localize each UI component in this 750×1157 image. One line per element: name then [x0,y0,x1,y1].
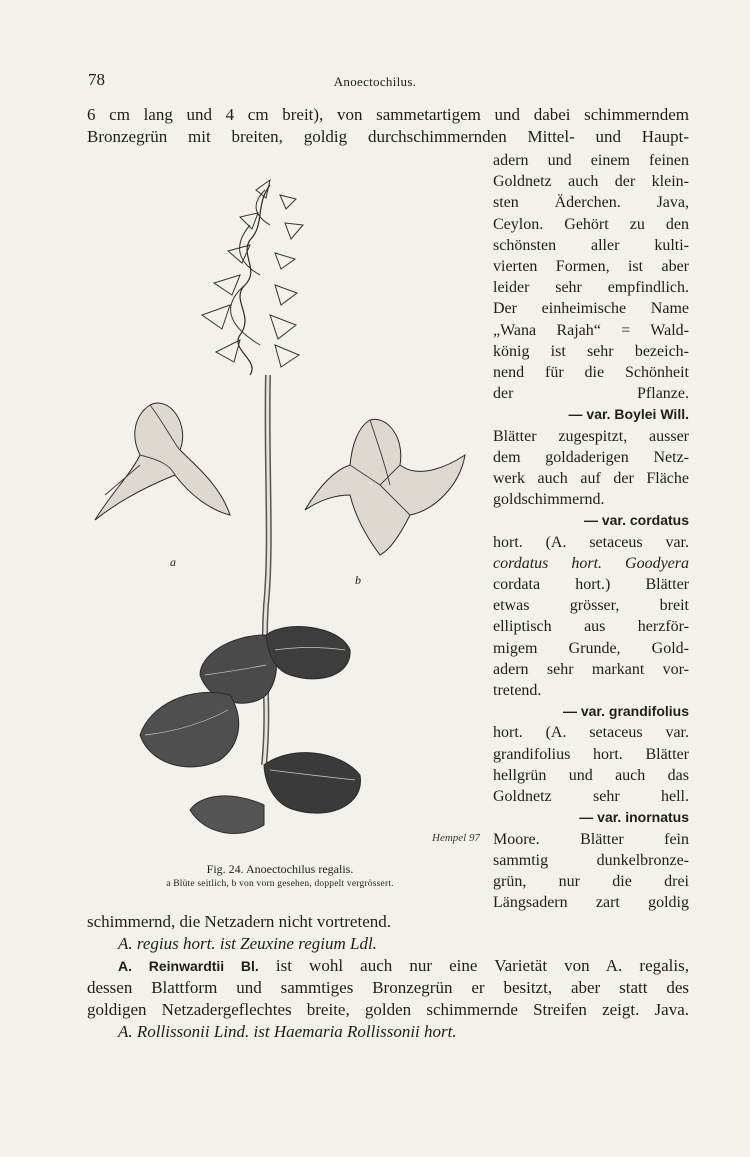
orchid-illustration [80,165,480,855]
column-line: etwas grösser, breit [493,597,689,615]
text-line: goldigen Netzadergeflechtes breite, golden schimmernde Streifen zeigt. Java. [87,1000,689,1019]
column-line: elliptisch aus herzför- [493,618,689,636]
page-number: 78 [88,70,105,89]
text-line: A. Rollissonii Lind. ist Haemaria Rollissonii hort. [118,1022,457,1041]
column-line: hellgrün und auch das [493,766,689,784]
column-line: Längsadern zart goldig [493,894,689,912]
text-line: 6 cm lang und 4 cm breit), von sammetartigem und dabei schimmerndem [87,105,689,124]
reinwardtii-continuation [87,977,689,1021]
column-line: Der einheimische Name [493,300,689,318]
column-line: hort. (A. setaceus var. [493,724,689,742]
column-line: grün, nur die drei [493,872,689,890]
right-column-text [493,150,689,913]
text-line: A. regius hort. ist Zeuxine regium Ldl. [118,934,377,953]
column-line: könig ist sehr bezeich- [493,342,689,360]
figure-caption: Fig. 24. Anoectochilus regalis. [206,862,354,876]
column-line: migem Grunde, Gold- [493,639,689,657]
figure-subcaption: a Blüte seitlich, b von vorn gesehen, doppelt vergrössert. [166,879,394,889]
species-name: A. Reinwardtii Bl. [118,958,259,974]
column-line: sammtig dunkelbronze- [493,851,689,869]
column-line: cordata hort.) Blätter [493,576,689,594]
column-line: „Wana Rajah“ = Wald- [493,321,689,339]
column-line: der Pflanze. [493,385,689,403]
column-line: adern und einem feinen [493,152,689,169]
artist-signature: Hempel 97 [432,832,480,844]
column-line: sten Äderchen. Java, [493,194,689,212]
rollissonii-line [118,1021,689,1043]
text-line: ist wohl auch nur eine Varietät von A. regalis, [275,956,689,975]
top-paragraph [87,104,689,148]
column-line: Blätter zugespitzt, ausser [493,427,689,445]
column-line: adern sehr markant vor- [493,660,689,678]
column-line: leider sehr empfindlich. [493,279,689,297]
column-line: Ceylon. Gehört zu den [493,215,689,233]
reinwardtii-line [118,955,689,977]
column-line: cordatus hort. Goodyera [493,554,689,572]
column-line: hort. (A. setaceus var. [493,533,689,551]
text-line: schimmernd, die Netzadern nicht vortretend. [87,912,391,931]
column-line: — var. cordatus [583,512,689,529]
column-line: — var. Boylei Will. [568,406,689,423]
bottom-paragraph [87,911,689,933]
column-line: Goldnetz auch der klein- [493,173,689,191]
column-line: vierten Formen, ist aber [493,258,689,276]
column-line: dem goldaderigen Netz- [493,448,689,466]
text-line: dessen Blattform und sammtiges Bronzegrün er besitzt, aber statt des [87,978,689,997]
column-line: grandifolius hort. Blätter [493,745,689,763]
column-line: nend für die Schönheit [493,364,689,382]
column-line: werk auch auf der Fläche [493,470,689,488]
regius-line [118,933,689,955]
figure-label-b: b [355,573,361,587]
running-head: Anoectochilus. [333,74,417,89]
column-line: Moore. Blätter fein [493,830,689,848]
column-line: Goldnetz sehr hell. [493,788,689,806]
figure-label-a: a [170,555,176,569]
column-line: — var. inornatus [579,809,689,826]
column-line: tretend. [493,682,542,700]
column-line: goldschimmernd. [493,491,605,509]
column-line: — var. grandifolius [562,703,689,720]
column-line: schönsten aller kulti- [493,236,689,254]
text-line: Bronzegrün mit breiten, goldig durchschimmernden Mittel- und Haupt- [87,127,689,146]
